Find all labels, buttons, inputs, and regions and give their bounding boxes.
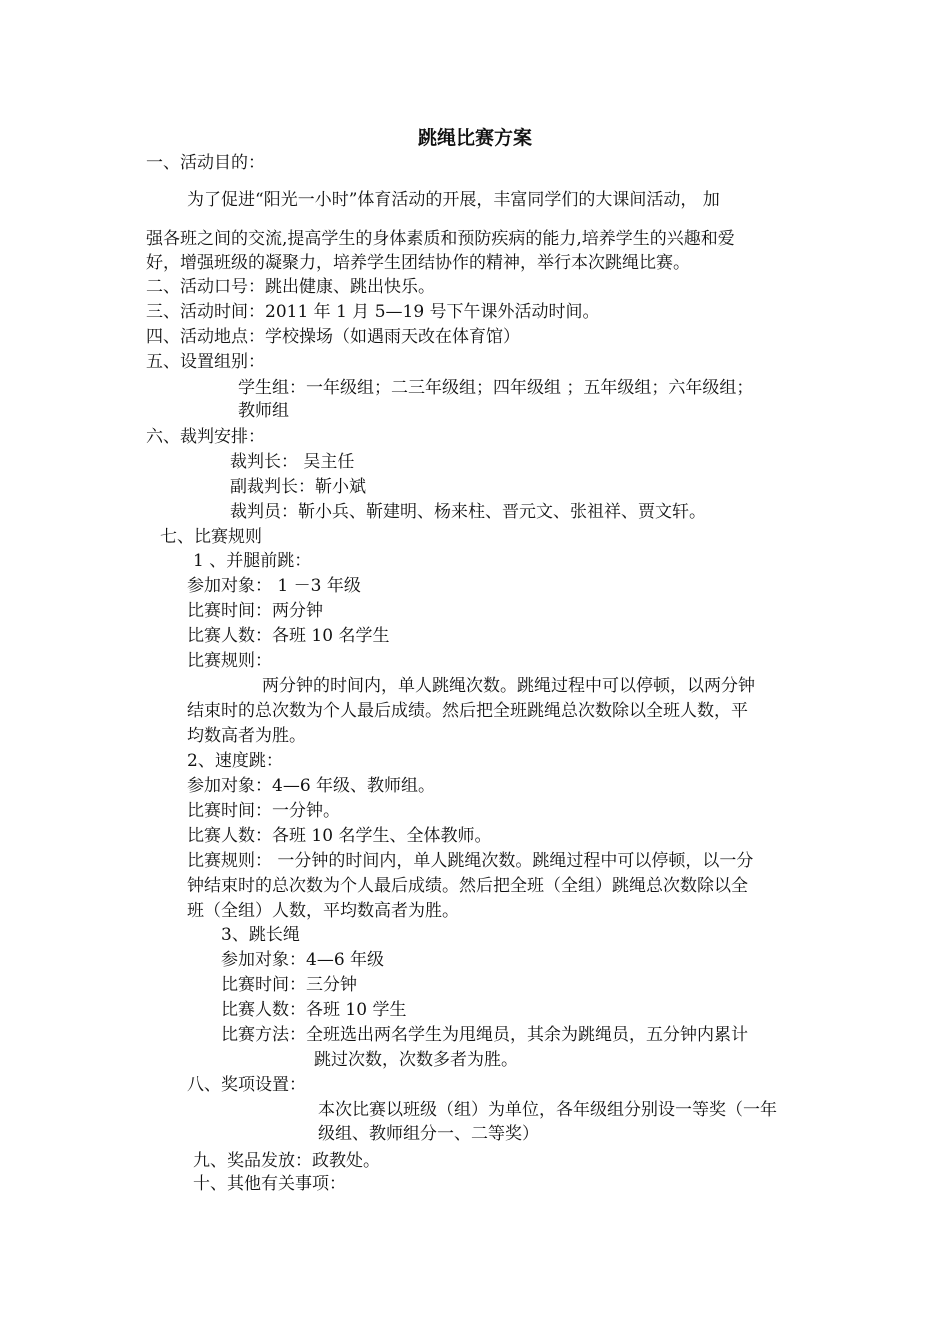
rule-3-method-line: 跳过次数，次数多者为胜。 bbox=[314, 1050, 518, 1070]
referee-members: 裁判员：靳小兵、靳建明、杨来柱、晋元文、张祖祥、贾文轩。 bbox=[230, 502, 706, 522]
purpose-paragraph-line: 好，增强班级的凝聚力，培养学生团结协作的精神，举行本次跳绳比赛。 bbox=[146, 253, 690, 273]
section-3-time: 三、活动时间：2011 年 1 月 5—19 号下午课外活动时间。 bbox=[146, 302, 600, 322]
document-title: 跳绳比赛方案 bbox=[417, 127, 532, 149]
rule-1-rule-label: 比赛规则： bbox=[187, 651, 272, 671]
section-9-prizes: 九、奖品发放：政教处。 bbox=[193, 1151, 380, 1171]
rule-1-count: 比赛人数：各班 10 名学生 bbox=[187, 626, 390, 646]
purpose-paragraph-line: 强各班之间的交流,提高学生的身体素质和预防疾病的能力,培养学生的兴趣和爱 bbox=[146, 229, 735, 249]
section-1-heading: 一、活动目的： bbox=[146, 153, 265, 173]
rule-3-time: 比赛时间：三分钟 bbox=[221, 975, 357, 995]
section-8-heading: 八、奖项设置： bbox=[187, 1075, 306, 1095]
rule-3-count: 比赛人数：各班 10 学生 bbox=[221, 1000, 407, 1020]
rule-3-method-line: 比赛方法：全班选出两名学生为甩绳员，其余为跳绳员，五分钟内累计 bbox=[221, 1025, 748, 1045]
referee-deputy: 副裁判长：靳小斌 bbox=[230, 477, 366, 497]
rule-1-target: 参加对象： 1 －3 年级 bbox=[187, 576, 361, 596]
section-7-heading: 七、比赛规则 bbox=[160, 527, 262, 547]
rule-2-count: 比赛人数：各班 10 名学生、全体教师。 bbox=[187, 826, 492, 846]
rule-2-rule-line: 比赛规则： 一分钟的时间内，单人跳绳次数。跳绳过程中可以停顿，以一分 bbox=[187, 851, 754, 871]
rule-1-rule-line: 均数高者为胜。 bbox=[187, 726, 306, 746]
section-4-location: 四、活动地点：学校操场（如遇雨天改在体育馆） bbox=[146, 327, 520, 347]
section-5-heading: 五、设置组别： bbox=[146, 352, 265, 372]
awards-line: 本次比赛以班级（组）为单位，各年级组分别设一等奖（一年 bbox=[318, 1100, 777, 1120]
groups-line: 教师组 bbox=[238, 401, 289, 421]
rule-1-rule-line: 结束时的总次数为个人最后成绩。然后把全班跳绳总次数除以全班人数，平 bbox=[187, 701, 748, 721]
section-6-heading: 六、裁判安排： bbox=[146, 427, 265, 447]
rule-1-heading: 1 、并腿前跳： bbox=[193, 551, 312, 571]
rule-1-rule-line: 两分钟的时间内，单人跳绳次数。跳绳过程中可以停顿，以两分钟 bbox=[262, 676, 755, 696]
rule-2-target: 参加对象：4—6 年级、教师组。 bbox=[187, 776, 436, 796]
purpose-paragraph-line: 为了促进“阳光一小时”体育活动的开展，丰富同学们的大课间活动， 加 bbox=[187, 190, 720, 210]
rule-1-time: 比赛时间：两分钟 bbox=[187, 601, 323, 621]
rule-3-target: 参加对象：4—6 年级 bbox=[221, 950, 385, 970]
rule-3-heading: 3、跳长绳 bbox=[221, 925, 300, 945]
section-2-slogan: 二、活动口号：跳出健康、跳出快乐。 bbox=[146, 277, 435, 297]
groups-line: 学生组：一年级组；二三年级组；四年级组 ；五年级组；六年级组； bbox=[238, 378, 754, 398]
rule-2-heading: 2、速度跳： bbox=[187, 751, 283, 771]
rule-2-rule-line: 班（全组）人数，平均数高者为胜。 bbox=[187, 901, 459, 921]
referee-chief: 裁判长： 吴主任 bbox=[230, 452, 355, 472]
section-10-heading: 十、其他有关事项： bbox=[193, 1174, 346, 1194]
awards-line: 级组、教师组分一、二等奖） bbox=[318, 1124, 539, 1144]
rule-2-rule-line: 钟结束时的总次数为个人最后成绩。然后把全班（全组）跳绳总次数除以全 bbox=[187, 876, 748, 896]
rule-2-time: 比赛时间：一分钟。 bbox=[187, 801, 340, 821]
